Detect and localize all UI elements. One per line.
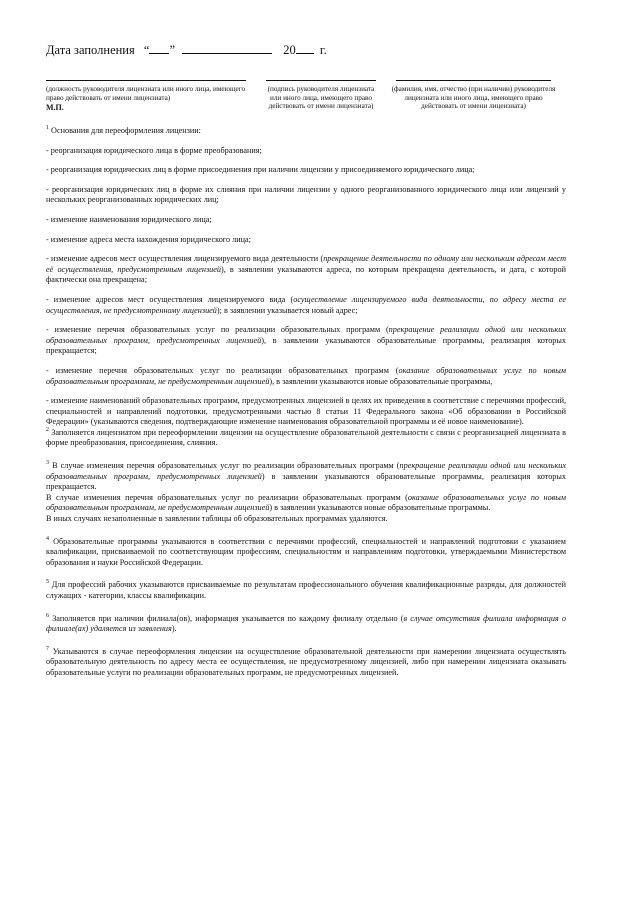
name-line[interactable]: [396, 80, 551, 81]
note-1-head: $^1$ Основания для переоформления лицензии:: [46, 125, 201, 135]
signature-line[interactable]: [266, 80, 376, 81]
note-5: $^5$ Для профессий рабочих указываются присваиваемые по результатам профессионального обучения квалификационные разряды, для должностей служащих - категории, классы квалификации.: [46, 579, 567, 600]
name-caption: (фамилия, имя, отчество (при наличии) руководителя лицензиата или иного лица, имеющего право действовать от имени лицензиата): [391, 85, 556, 111]
note-3-continued: В иных случаях незаполненные в заявлении таблицы об образовательных программах удаляются.: [46, 514, 388, 524]
open-quote: “: [143, 43, 150, 57]
position-line[interactable]: [46, 80, 246, 81]
note-1-item: - изменение наименования юридического лица;: [46, 214, 212, 224]
note-1-item: - изменение перечня образовательных услуг по реализации образовательных программ (оказание образовательных услуг по новым образовательным программам, не предусмотренным лицензией), в заявлении указываются новые образовательные программы,: [46, 365, 566, 386]
footnotes: [46, 126, 566, 679]
position-caption: (должность руководителя лицензиата или иного лица, имеющего право действовать от имени лицензиата): [46, 85, 246, 102]
note-3-continued: В случае изменения перечня образовательных услуг по реализации образовательных программ (оказание образовательных услуг по новым образовательным программам, не предусмотренным лицензией) в заявлении указываются новые образовательные программы.: [46, 492, 567, 513]
fill-date-row: [46, 42, 327, 58]
note-1-item: - изменение адреса места нахождения юридического лица;: [46, 234, 251, 244]
note-1-item: - изменение адресов мест осуществления лицензируемого вида деятельности (прекращение деятельности по одному или нескольким адресам мест её осуществления, предусмотренным лицензией), в заявлении указываются адреса, по которым прекращена деятельность, и дата, с которой фактически она прекращена;: [46, 254, 566, 285]
note-1-item: - изменение наименований образовательных программ, предусмотренных лицензией в целях их приведения в соответствие с перечнями профессий, специальностей и направлений подготовки, предусмотренными частью 8 статьи 11 Федерального закона «Об образовании в Российской Федерации» (указываются сведения, подтверждающие изменение наименования образовательной программы и её новое наименование).: [46, 396, 566, 427]
note-1-item: - реорганизация юридического лица в форме преобразования;: [46, 145, 262, 155]
note-2: $^2$ Заполняется лицензиатом при переоформлении лицензии на осуществление образовательной деятельности с связи с реорганизацией лицензиата в форме преобразования, присоединения, слияния.: [46, 426, 567, 448]
note-1-item: - изменение перечня образовательных услуг по реализации образовательных программ (прекращение реализации одной или нескольких образовательных программ, предусмотренных лицензией), в заявлении указываются образовательные программы, реализация которых прекращается;: [46, 325, 566, 356]
fill-date-label: Дата заполнения: [46, 43, 135, 57]
note-1-item: - изменение адресов мест осуществления лицензируемого вида (осуществление лицензируемого вида деятельности, по адресу места ее осуществления, не предусмотренному лицензией); в заявлении указывается новый адрес;: [46, 294, 566, 315]
month-blank[interactable]: [182, 42, 272, 54]
year-prefix: 20: [283, 43, 296, 57]
note-6: $^6$ Заполняется при наличии филиала(ов), информация указывается по каждому филиалу отдельно (в случае отсутствия филиала информация о филиале(ах) удаляется из заявления).: [46, 612, 567, 634]
note-4: $^4$ Образовательные программы указываются в соответствии с перечнями профессий, специальностей и направлений подготовки с указанием квалификации, присваиваемой по соответствующим профессиям, специальностям и направлениям подготовки, утверждаемыми Министерством образования и науки Российской Федерации.: [46, 535, 566, 567]
close-quote: ”: [169, 43, 175, 57]
year-suffix: г.: [319, 43, 327, 57]
year-blank[interactable]: [296, 42, 314, 54]
note-1-item: - реорганизация юридических лиц в форме присоединения при наличии лицензии у присоединяемого юридического лица;: [46, 165, 475, 175]
signature-lines: [46, 80, 566, 81]
seal-place-label: М.П.: [46, 103, 64, 112]
signature-caption: (подпись руководителя лицензиата или иного лица, имеющего право действовать от имени лицензиата): [267, 85, 375, 111]
note-3: $^3$ В случае изменения перечня образовательных услуг по реализации образовательных программ (прекращение реализации одной или нескольких образовательных программ, предусмотренных лицензией) в заявлении указываются образовательные программы, реализация которых прекращается.: [46, 460, 567, 492]
note-7: $^7$ Указываются в случае переоформления лицензии на осуществление образовательной деятельности при намерении лицензиата осуществлять образовательную деятельность по адресу места ее осуществления, не предусмотренному лицензией, либо при намерении лицензиата оказывать образовательные услуги по реализации образовательных программ, не предусмотренных лицензией.: [46, 645, 566, 677]
note-1-item: - реорганизация юридических лиц в форме их слияния при наличии лицензии у одного реорганизованного юридического лица или лицензий у нескольких реорганизованных юридических лиц;: [46, 184, 566, 205]
day-blank[interactable]: [149, 42, 169, 54]
